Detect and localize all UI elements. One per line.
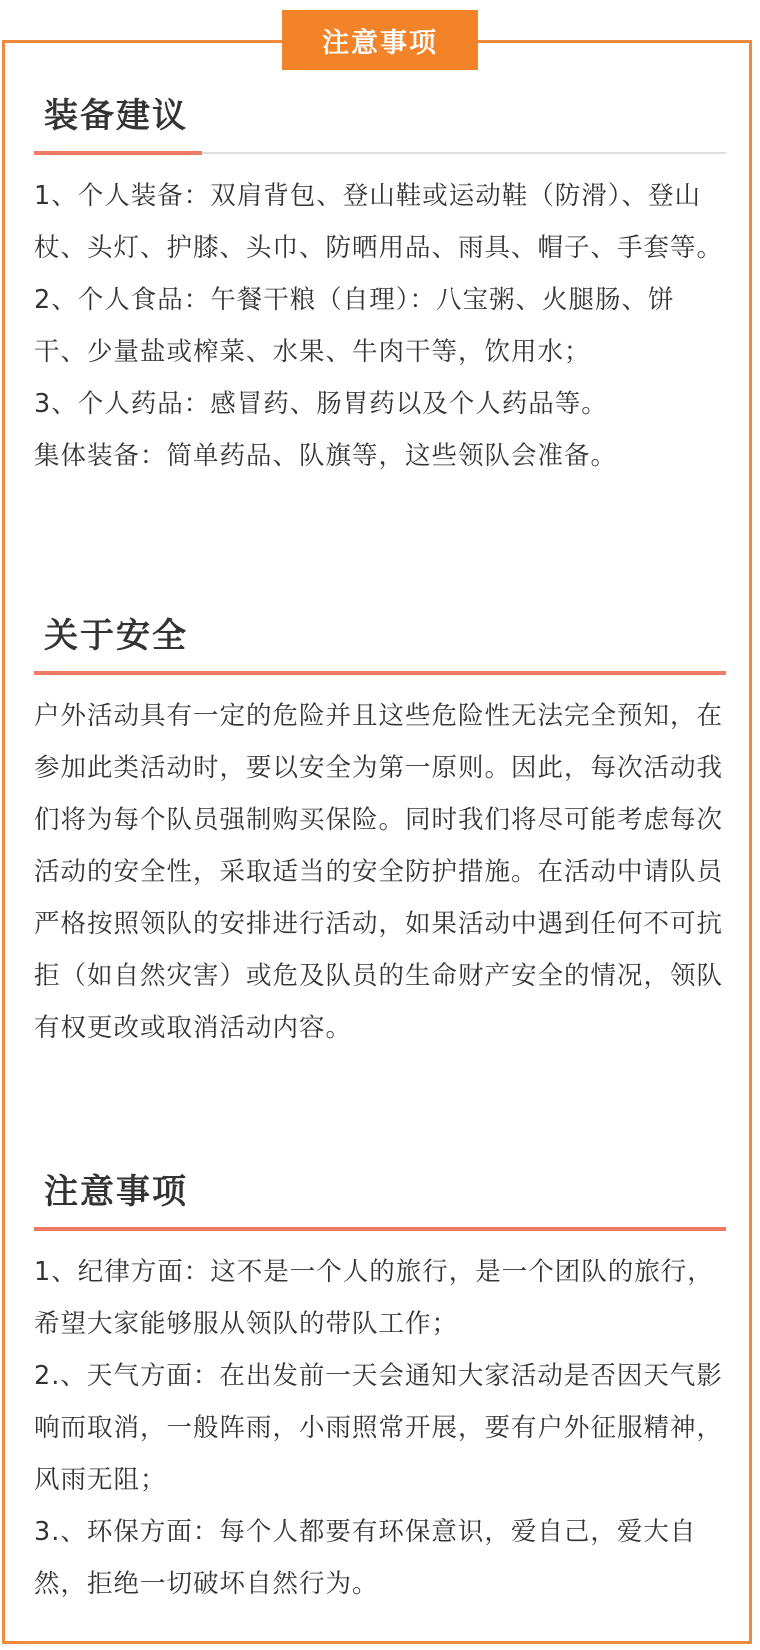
accent-underline <box>34 1227 726 1231</box>
section-safety <box>34 612 726 1054</box>
section-body <box>34 690 726 1054</box>
paragraph: 1、纪律方面：这不是一个人的旅行，是一个团队的旅行，希望大家能够服从领队的带队工作； <box>34 1257 714 1339</box>
paragraph: 1、个人装备：双肩背包、登山鞋或运动鞋（防滑）、登山杖、头灯、护膝、头巾、防晒用品、雨具、帽子、手套等。 <box>34 181 724 263</box>
section-equipment <box>34 92 726 482</box>
section-heading-wrap <box>34 612 726 676</box>
paragraph: 3、个人药品：感冒药、肠胃药以及个人药品等。 <box>34 389 608 419</box>
accent-underline <box>34 151 202 155</box>
accent-underline <box>34 671 726 675</box>
paragraph: 集体装备：简单药品、队旗等，这些领队会准备。 <box>34 441 618 471</box>
section-heading-wrap <box>34 1168 726 1232</box>
tab-title: 注意事项 <box>282 10 478 70</box>
paragraph: 3.、环保方面：每个人都要有环保意识，爱自己，爱大自然，拒绝一切破坏自然行为。 <box>34 1517 697 1599</box>
section-body <box>34 170 726 482</box>
section-body <box>34 1246 726 1610</box>
section-heading-wrap <box>34 92 726 156</box>
paragraph: 2.、天气方面：在出发前一天会通知大家活动是否因天气影响而取消，一般阵雨，小雨照常开展，要有户外征服精神，风雨无阻； <box>34 1361 724 1495</box>
section-heading: 注意事项 <box>44 1172 188 1212</box>
paragraph: 2、个人食品：午餐干粮（自理）：八宝粥、火腿肠、饼干、少量盐或榨菜、水果、牛肉干等，饮用水； <box>34 285 675 367</box>
section-heading: 装备建议 <box>44 96 188 136</box>
section-heading: 关于安全 <box>44 616 188 656</box>
paragraph: 户外活动具有一定的危险并且这些危险性无法完全预知，在参加此类活动时，要以安全为第一原则。因此，每次活动我们将为每个队员强制购买保险。同时我们将尽可能考虑每次活动的安全性，采取适当的安全防护措施。在活动中请队员严格按照领队的安排进行活动，如果活动中遇到任何不可抗拒（如自然灾害）或危及队员的生命财产安全的情况，领队有权更改或取消活动内容。 <box>34 701 724 1043</box>
section-notes <box>34 1168 726 1610</box>
